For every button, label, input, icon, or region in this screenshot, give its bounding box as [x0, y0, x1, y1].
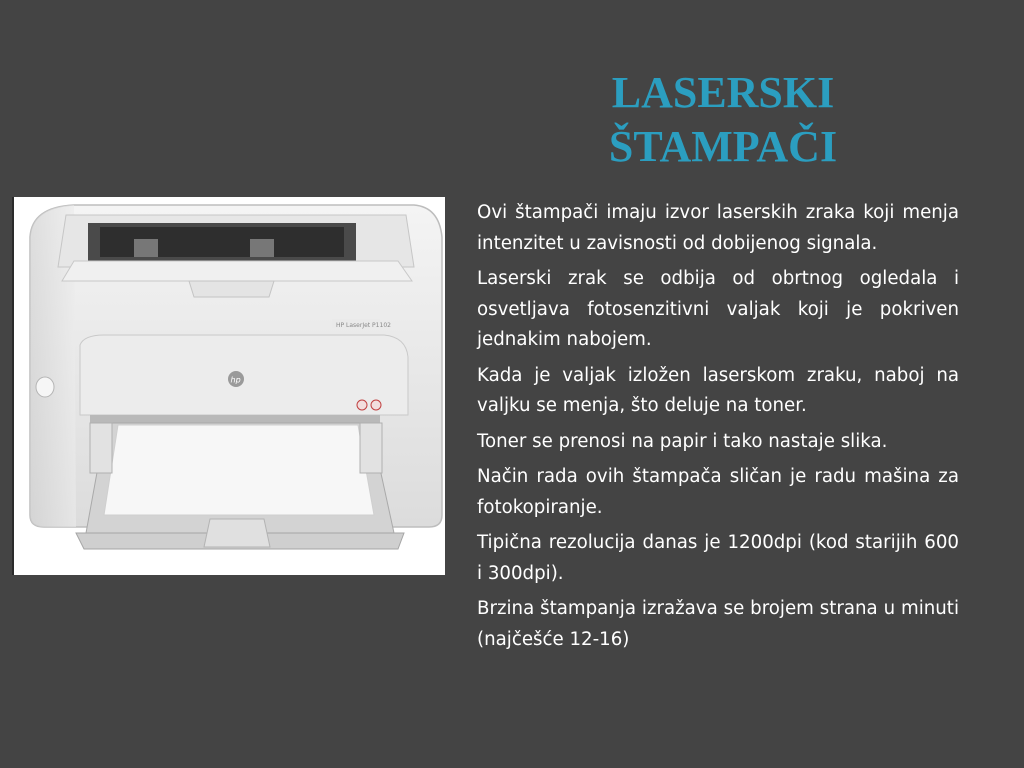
paragraph-6: Tipična rezolucija danas je 1200dpi (kod starijih 600 i 300dpi). [477, 532, 959, 584]
laser-printer-photo-icon [14, 197, 445, 575]
paragraph-2: Laserski zrak se odbija od obrtnog ogledala i osvetljava fotosenzitivni valjak koji je pokriven jednakim nabojem. [477, 268, 959, 350]
paragraph-3: Kada je valjak izložen laserskom zraku, naboj na valjku se menja, što deluje na toner. [477, 364, 959, 416]
svg-text:hp: hp [230, 375, 241, 385]
svg-text:HP LaserJet P1102: HP LaserJet P1102 [336, 322, 391, 329]
paragraph-1: Ovi štampači imaju izvor laserskih zraka koji menja intenzitet u zavisnosti od dobijenog signala. [477, 202, 959, 254]
paragraph-5: Način rada ovih štampača sličan je radu mašina za fotokopiranje. [477, 466, 959, 518]
title-line-2: ŠTAMPAČI [608, 122, 838, 171]
title-line-1: LASERSKI [611, 68, 835, 117]
body-text [477, 198, 959, 660]
paragraph-7: Brzina štampanja izražava se brojem strana u minuti (najčešće 12-16) [477, 598, 959, 650]
paragraph-4: Toner se prenosi na papir i tako nastaje slika. [477, 430, 888, 452]
printer-photo [12, 197, 445, 575]
slide-title [560, 66, 886, 174]
